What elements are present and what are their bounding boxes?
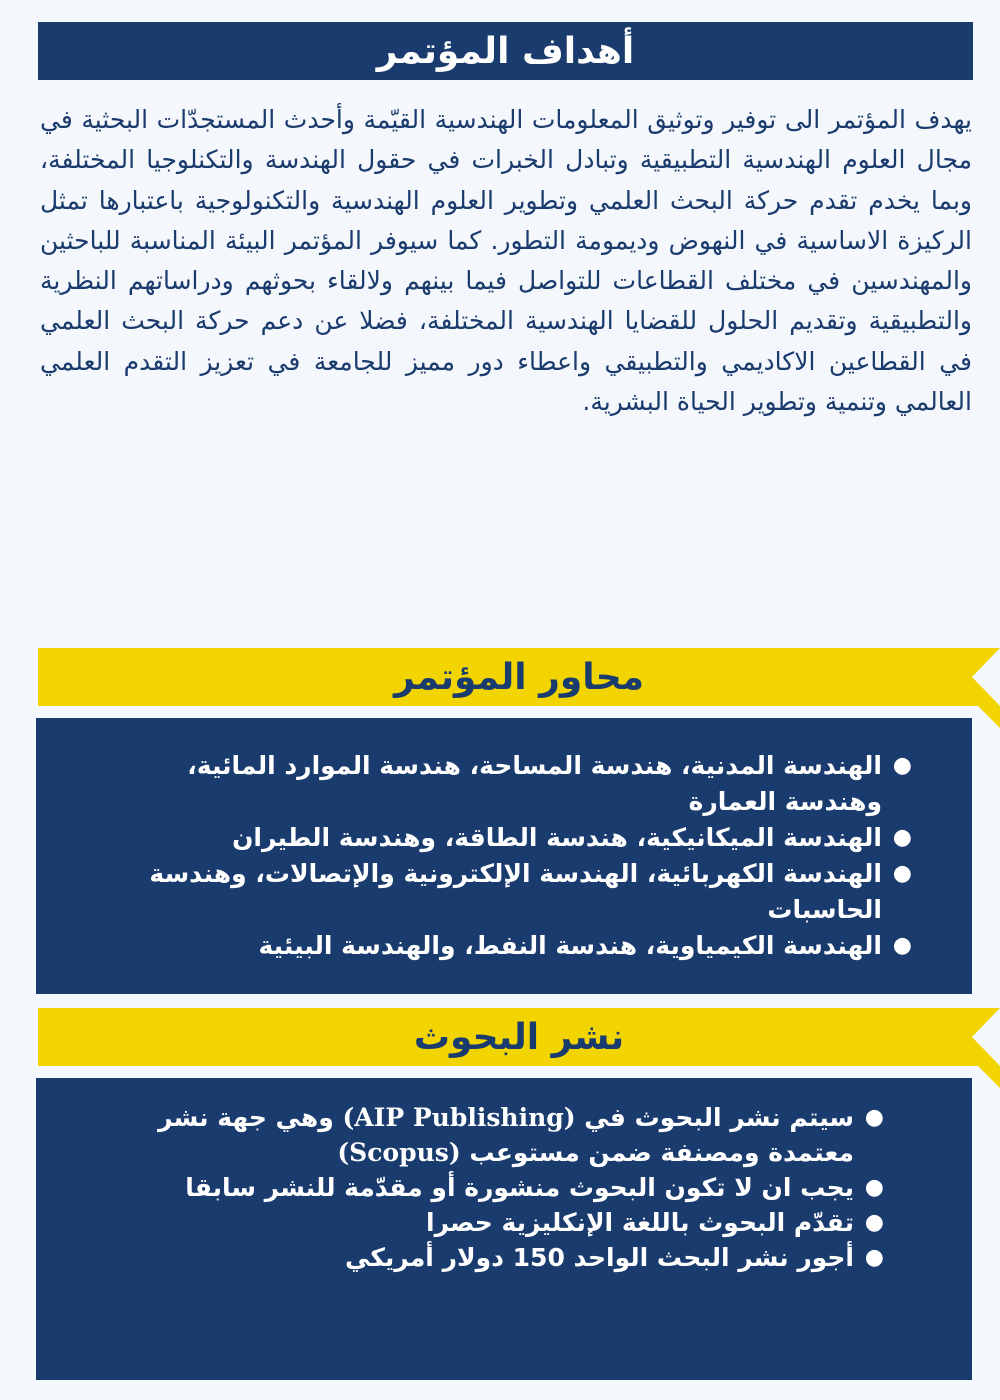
goals-paragraph: يهدف المؤتمر الى توفير وتوثيق المعلومات الهندسية القيّمة وأحدث المستجدّات البحثية في مجال العلوم الهندسية التطبيقية وتبادل الخبرات في حقول الهندسة والتكنلوجيا المختلفة، وبما يخدم تقدم حركة البحث العلمي وتطوير العلوم الهندسية والتكنولوجية باعتبارها تمثل الركيزة الاساسية في النهوض وديمومة التطور. كما سيوفر المؤتمر البيئة المناسبة للباحثين والمهندسين في مختلف القطاعات للتواصل فيما بينهم ولالقاء بحوثهم ودراساتهم النظرية والتطبيقية وتقديم الحلول للقضايا الهندسية المختلفة، فضلا عن دعم حركة البحث العلمي في القطاعين الاكاديمي والتطبيقي واعطاء دور مميز للجامعة في تعزيز التقدم العلمي العالمي وتنمية وتطوير الحياة البشرية.: [40, 105, 972, 417]
axes-header-corner: [978, 706, 1000, 728]
bullet-icon: ●: [892, 861, 912, 886]
publication-item-text: أجور نشر البحث الواحد 150 دولار أمريكي: [345, 1243, 854, 1272]
publication-item-text: تقدّم البحوث باللغة الإنكليزية حصرا: [426, 1208, 854, 1237]
bullet-icon: ●: [892, 933, 912, 958]
axis-item-text: الهندسة الكهربائية، الهندسة الإلكترونية والإتصالات، وهندسة الحاسبات: [149, 859, 882, 924]
publisher-name: (AIP Publishing): [342, 1103, 576, 1132]
publication-item-text: وهي جهة نشر معتمدة ومصنفة ضمن مستوعب: [158, 1103, 854, 1167]
axis-item-text: الهندسة الميكانيكية، هندسة الطاقة، وهندسة الطيران: [232, 823, 882, 852]
axes-header: [38, 648, 1000, 706]
bullet-icon: ●: [892, 753, 912, 778]
list-item: [96, 928, 912, 964]
list-item: [96, 748, 912, 820]
publication-list: [136, 1100, 884, 1275]
publication-item-text: يجب ان لا تكون البحوث منشورة أو مقدّمة للنشر سابقا: [185, 1173, 854, 1202]
axis-item-text: الهندسة المدنية، هندسة المساحة، هندسة الموارد المائية، وهندسة العمارة: [187, 751, 882, 816]
list-item: [96, 856, 912, 928]
publication-title: نشر البحوث: [413, 1016, 625, 1058]
publication-header-corner: [978, 1066, 1000, 1088]
list-item: [136, 1205, 884, 1240]
list-item: [136, 1170, 884, 1205]
axes-title: محاور المؤتمر: [394, 656, 644, 698]
list-item: [96, 820, 912, 856]
bullet-icon: ●: [864, 1105, 884, 1130]
publication-header: [38, 1008, 1000, 1066]
bullet-icon: ●: [864, 1245, 884, 1270]
goals-title: أهداف المؤتمر: [376, 30, 635, 72]
publication-item-text: سيتم نشر البحوث في: [575, 1103, 854, 1132]
index-name: (Scopus): [337, 1138, 461, 1167]
publication-list-box: [36, 1078, 972, 1380]
axes-list-box: [36, 718, 972, 994]
bullet-icon: ●: [864, 1210, 884, 1235]
goals-header: [38, 22, 973, 80]
bullet-icon: ●: [892, 825, 912, 850]
list-item: [136, 1100, 884, 1170]
axes-list: [96, 748, 912, 964]
list-item: [136, 1240, 884, 1275]
bullet-icon: ●: [864, 1175, 884, 1200]
axis-item-text: الهندسة الكيمياوية، هندسة النفط، والهندسة البيئية: [258, 931, 882, 960]
